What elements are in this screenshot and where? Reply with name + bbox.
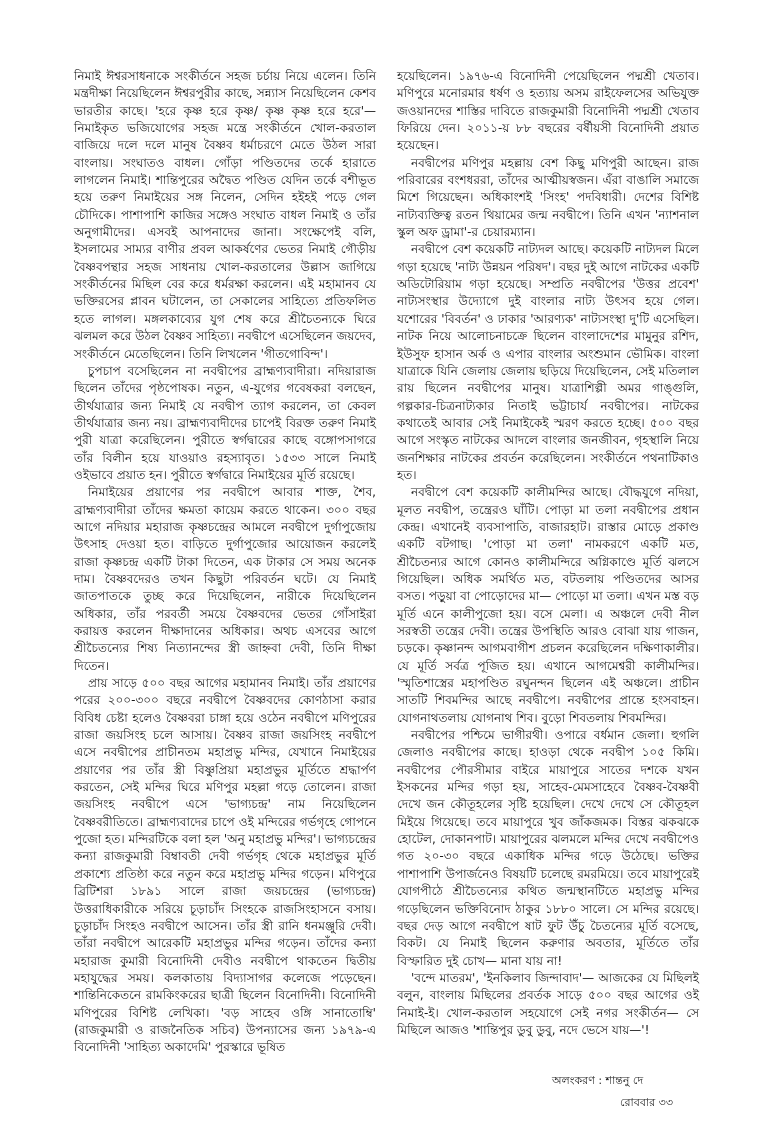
paragraph: 'বন্দে মাতরম', 'ইনকিলাব জিন্দাবাদ'— আজকের যে মিছিলই বলুন, বাংলায় মিছিলের প্রবর্তক সাড়ে ৫০০ বছর আগের ওই নিমাই-ই। খোল-করতাল সহযোগে সেই নগর সংকীর্তন— সে মিছিলে আজও 'শান্তিপুর ডুবু ডুবু, নদে ভেসে যায়—'!	[397, 970, 699, 1037]
illustration-credit: অলংকরণ : শান্তনু দে	[552, 1074, 644, 1087]
paragraph: নিমাইয়ের প্রয়াণের পর নবদ্বীপে আবার শাক্ত, শৈব, ব্রাহ্মণ্যবাদীরা তাঁদের ক্ষমতা কায়েম করতে থাকেন। ৩০০ বছর আগে নদিয়ার মহারাজ কৃষ্ণচন্দ্রের আমলে নবদ্বীপে দুর্গাপুজোয় উৎসাহ দেওয়া হত। বাড়িতে দুর্গাপুজোর আয়োজন করলেই রাজা কৃষ্ণচন্দ্র একটি টাকা দিতেন, এক টাকার সে সময় অনেক দাম। বৈষ্ণবদেরও তখন কিছুটা পরিবর্তন ঘটে। যে নিমাই জাতপাতকে তুচ্ছ করে দিয়েছিলেন, নারীকে দিয়েছিলেন অধিকার, তাঁর পরবর্তী সময়ে বৈষ্ণবদের ভেতর গোঁসাইরা করায়ত্ত করলেন দীক্ষাদানের অধিকার। অথচ এসবের আগে শ্রীচৈতন্যের শিষ্য নিত্যানন্দের স্ত্রী জাহ্নবা দেবী, তিনি দীক্ষা দিতেন।	[74, 485, 376, 673]
paragraph: প্রায় সাড়ে ৫০০ বছর আগের মহামানব নিমাই। তাঁর প্রয়াণের পরের ২০০-৩০০ বছরে নবদ্বীপে বৈষ্ণবদের কোণঠাসা করার বিবিধ চেষ্টা হলেও বৈষ্ণবরা চাঙ্গা হয়ে ওঠেন নবদ্বীপে মণিপুরের রাজা জয়সিংহ চলে আসায়। বৈষ্ণব রাজা জয়সিংহ নবদ্বীপে এসে নবদ্বীপের প্রাচীনতম মহাপ্রভু মন্দির, যেখানে নিমাইয়ের প্রয়াণের পর তাঁর স্ত্রী বিষ্ণুপ্রিয়া মহাপ্রভুর মূর্তিতে শ্রদ্ধার্পণ করতেন, সেই মন্দির ঘিরে মণিপুর মহল্লা গড়ে তোলেন। রাজা জয়সিংহ নবদ্বীপে এসে 'ভাগ্যচন্দ্র' নাম নিয়েছিলেন বৈষ্ণবরীতিতে। ব্রাহ্মণ্যবাদের চাপে ওই মন্দিরের গর্ভগৃহে গোপনে পুজো হত। মন্দিরটিকে বলা হল 'অনু মহাপ্রভু মন্দির'। ভাগ্যচন্দ্রের কন্যা রাজকুমারী বিম্বাবতী দেবী গর্ভগৃহ থেকে মহাপ্রভুর মূর্তি প্রকাশ্যে প্রতিষ্ঠা করে নতুন করে মহাপ্রভু মন্দির গড়েন। মণিপুরে ব্রিটিশরা ১৮৯১ সালে রাজা জয়চন্দ্রের (ভাগ্যচন্দ্র) উত্তরাধিকারীকে সরিয়ে চূড়াচাঁদ সিংহকে রাজসিংহাসনে বসায়। চূড়াচাঁদ সিংহও নবদ্বীপে আসেন। তাঁর স্ত্রী রানি ধনমঞ্জুরি দেবী। তাঁরা নবদ্বীপে আরেকটি মহাপ্রভুর মন্দির গড়েন। তাঁদের কন্যা মহারাজ কুমারী বিনোদিনী দেবীও নবদ্বীপে থাকতেন দ্বিতীয় মহাযুদ্ধের সময়। কলকাতায় বিদ্যাসাগর কলেজে পড়েছেন। শান্তিনিকেতনে রামকিংকরের ছাত্রী ছিলেন বিনোদিনী। বিনোদিনী মণিপুরের বিশিষ্ট লেখিকা। 'বড় সাহেব ওঙ্গি সানাতোম্বি' (রাজকুমারী ও রাজনৈতিক সচিব) উপন্যাসের জন্য ১৯৭৯-এ বিনোদিনী 'সাহিত্য অকাদেমি' পুরস্কারে ভূষিত	[74, 676, 376, 1055]
page-folio: রোববার ৩৩	[620, 1096, 673, 1109]
paragraph: নবদ্বীপের পশ্চিমে ভাগীরথী। ওপারে বর্ধমান জেলা। হুগলি জেলাও নবদ্বীপের কাছে। হাওড়া থেকে নবদ্বীপ ১০৫ কিমি। নবদ্বীপের পৌরসীমার বাইরে মায়াপুরে সাতের দশকে যখন ইসকনের মন্দির গড়া হয়, সাহেব-মেমসাহেবে বৈষ্ণব-বৈষ্ণবী দেখে জন কৌতূহলের সৃষ্টি হয়েছিল। দেখে দেখে সে কৌতূহল মিইয়ে গিয়েছে। তবে মায়াপুরে খুব জাঁকজমক। বিস্তর ঝকঝকে হোটেল, দোকানপাট। মায়াপুরের ঝলমলে মন্দির দেখে নবদ্বীপেও গত ২০-৩০ বছরে একাধিক মন্দির গড়ে উঠেছে। ভক্তির পাশাপাশি উপার্জনেও বিষয়টি চলেছে রমরমিয়ে। তবে মায়াপুরেই যোগপীঠে শ্রীচৈতন্যের কথিত জন্মস্থানটিতে মহাপ্রভু মন্দির গড়েছিলেন ভক্তিবিনোদ ঠাকুর ১৮৮০ সালে। সে মন্দির রয়েছে। বছর দেড় আগে নবদ্বীপে ষাট ফুট উঁচু চৈতন্যের মূর্তি বসেছে, বিকট। যে নিমাই ছিলেন করুণার অবতার, মূর্তিতে তাঁর বিস্ফারিত দুই চোখ— মানা যায় না!	[397, 728, 699, 968]
paragraph: চুপচাপ বসেছিলেন না নবদ্বীপের ব্রাহ্মণ্যবাদীরা। নদিয়ারাজ ছিলেন তাঁদের পৃষ্ঠপোষক। নতুন, এ-যুগের গবেষকরা বলছেন, তীর্থযাত্রার জন্য নিমাই যে নবদ্বীপ ত্যাগ করলেন, তা কেবল তীর্থযাত্রার জন্য নয়। ব্রাহ্মণ্যবাদীদের চাপেই বিরক্ত তরুণ নিমাই পুরী যাত্রা করেছিলেন। পুরীতে স্বর্গদ্বারের কাছে বঙ্গোপসাগরে তাঁর বিলীন হয়ে যাওয়াও রহস্যাবৃত। ১৫৩৩ সালে নিমাই ওইভাবে প্রয়াত হন। পুরীতে স্বর্গদ্বারে নিমাইয়ের মূর্তি রয়েছে।	[74, 363, 376, 482]
paragraph: হয়েছিলেন। ১৯৭৬-এ বিনোদিনী পেয়েছিলেন পদ্মশ্রী খেতাব। মণিপুরে মনোরমার ধর্ষণ ও হত্যায় অসম রাইফেলসের অভিযুক্ত জওয়ানদের শাস্তির দাবিতে রাজকুমারী বিনোদিনী পদ্মশ্রী খেতাব ফিরিয়ে দেন। ২০১১-য় ৮৮ বছরের বর্ষীয়সী বিনোদিনী প্রয়াত হয়েছেন।	[397, 69, 699, 153]
paragraph: নিমাই ঈশ্বরসাধনাকে সংকীর্তনে সহজ চর্চায় নিয়ে এলেন। তিনি মন্ত্রদীক্ষা নিয়েছিলেন ঈশ্বরপুরীর কাছে, সন্ন্যাস নিয়েছিলেন কেশব ভারতীর কাছে। 'হরে কৃষ্ণ হরে কৃষ্ণ/ কৃষ্ণ কৃষ্ণ হরে হরে'— নিমাইকৃত ভজিযোগের সহজ মন্ত্রে সংকীর্তনে খোল-করতাল বাজিয়ে দলে দলে মানুষ বৈষ্ণব ধর্মাচরণে মেতে উঠল সারা বাংলায়। সংঘাতও বাধল। গোঁড়া পণ্ডিতদের তর্কে হারাতে লাগলেন নিমাই। শান্তিপুরের অদ্বৈত পণ্ডিত যেদিন তর্কে বশীভূত হয়ে তরুণ নিমাইয়ের সঙ্গ নিলেন, সেদিন হইহই পড়ে গেল চৌদিকে। পাশাপাশি কাজির সঙ্গেও সংঘাত বাধল নিমাই ও তাঁর অনুগামীদের। এসবই আপনাদের জানা। সংক্ষেপেই বলি, ইসলামের সাম্যর বাণীর প্রবল আকর্ষণের ভেতর নিমাই গৌড়ীয় বৈষ্ণবপন্থার সহজ সাধনায় খোল-করতালের উল্লাস জাগিয়ে সংকীর্তনের মিছিল বের করে ধর্মরক্ষা করলেন। এই মহামানব যে ভক্তিরসের প্লাবন ঘটালেন, তা সেকালের সাহিত্যে প্রতিফলিত হতে লাগল। মঙ্গলকাব্যের যুগ শেষ করে শ্রীচৈতন্যকে ঘিরে ঝলমল করে উঠল বৈষ্ণব সাহিত্য। নবদ্বীপে এসেছিলেন জয়দেব, সংকীর্তনে মেতেছিলেন। তিনি লিখলেন 'গীতগোবিন্দ'।	[74, 69, 376, 361]
article-column-left	[74, 68, 376, 1057]
paragraph: নবদ্বীপে বেশ কয়েকটি কালীমন্দির আছে। বৌদ্ধযুগে নদিয়া, মূলত নবদ্বীপ, তন্ত্রেরও ঘাঁটি। পোড়া মা তলা নবদ্বীপের প্রধান কেন্দ্র। এখানেই ব্যবসাপাতি, বাজারহাট। রাস্তার মোড়ে প্রকাণ্ড একটি বটগাছ। 'পোড়া মা তলা' নামকরণে একটি মত, শ্রীচৈতন্যর আগে কোনও কালীমন্দিরে অগ্নিকাণ্ডে মূর্তি ঝলসে গিয়েছিল। অধিক সমর্থিত মত, বটতলায় পণ্ডিতদের আসর বসত। পড়ুয়া বা পোড়োদের মা— পোড়ো মা তলা। এখন মস্ত বড় মূর্তি এনে কালীপুজো হয়। বসে মেলা। এ অঞ্চলে দেবী নীল সরস্বতী তন্ত্রের দেবী। তন্ত্রের উপস্থিতি আরও বোঝা যায় গাজন, চড়কে। কৃষ্ণানন্দ আগমবাগীশ প্রচলন করেছিলেন দক্ষিণাকালীর। যে মূর্তি সর্বত্র পূজিত হয়। এখানে আগমেশ্বরী কালীমন্দির। 'স্মৃতিশাস্ত্রের মহাপণ্ডিত রঘুনন্দন ছিলেন এই অঞ্চলে। প্রাচীন সাতটি শিবমন্দির আছে নবদ্বীপে। নবদ্বীপের প্রান্তে হংসবাহন। যোগনাথতলায় যোগনাথ শিব। বুড়ো শিবতলায় শিবমন্দির।	[397, 485, 699, 725]
paragraph: নবদ্বীপে বেশ কয়েকটি নাট্যদল আছে। কয়েকটি নাট্যদল মিলে গড়া হয়েছে 'নাট্য উন্নয়ন পরিষদ'। বছর দুই আগে নাটকের একটি অডিটোরিয়াম গড়া হয়েছে। সম্প্রতি নবদ্বীপের 'উত্তর প্রবেশ' নাট্যসংস্থার উদ্যোগে দুই বাংলার নাট্য উৎসব হয়ে গেল। যশোরের 'বিবর্তন' ও ঢাকার 'আরণ্যক' নাট্যসংস্থা দু'টি এসেছিল। নাটক নিয়ে আলোচনাচক্রে ছিলেন বাংলাদেশের মামুনুর রশিদ, ইউসুফ হাসান অর্ক ও এপার বাংলার অংশুমান ভৌমিক। বাংলা যাত্রাকে যিনি জেলায় জেলায় ছড়িয়ে দিয়েছিলেন, সেই মতিলাল রায় ছিলেন নবদ্বীপের মানুষ। যাত্রাশিল্পী অমর গাঙ্গুলি, গল্পকার-চিত্রনাট্যকার নিতাই ভট্টাচার্য নবদ্বীপের। নাটকের কথাতেই আবার সেই নিমাইকেই স্মরণ করতে হচ্ছে। ৫০০ বছর আগে সংস্কৃত নাটকের আদলে বাংলার জনজীবন, গৃহস্থালি নিয়ে জনশিক্ষার নাটকের প্রবর্তন করেছিলেন। সংকীর্তনে পথনাটিকাও হত।	[397, 242, 699, 482]
paragraph: নবদ্বীপের মণিপুর মহল্লায় বেশ কিছু মণিপুরী আছেন। রাজ পরিবারের বংশধররা, তাঁদের আত্মীয়স্বজন। এঁরা বাঙালি সমাজে মিশে গিয়েছেন। অধিকাংশই 'সিংহ' পদবিধারী। দেশের বিশিষ্ট নাট্যব্যক্তিত্ব রতন থিয়ামের জন্ম নবদ্বীপে। তিনি এখন 'ন্যাশনাল স্কুল অফ ড্রামা'-র চেয়ারম্যান।	[397, 155, 699, 240]
article-column-right	[397, 68, 699, 1039]
